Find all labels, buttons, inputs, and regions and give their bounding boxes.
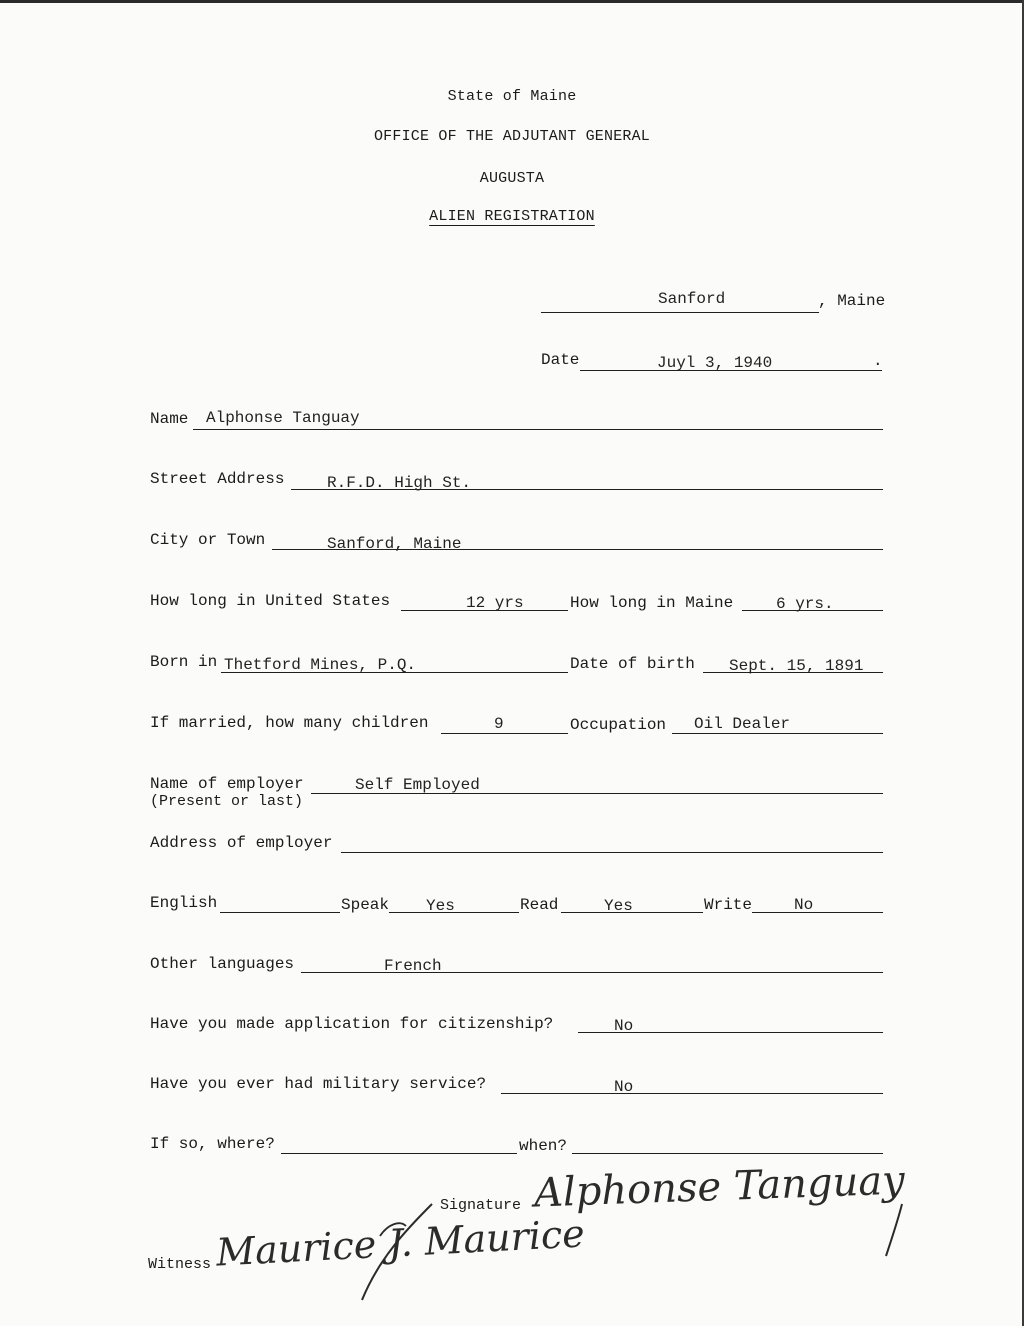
witness-handwritten: Maurice J. Maurice (215, 1211, 586, 1275)
scan-top-edge (0, 0, 1024, 3)
where-label: If so, where? (150, 1135, 275, 1153)
date-label: Date (541, 351, 580, 369)
write-value: No (794, 896, 814, 914)
town-line (541, 312, 819, 313)
children-value: 9 (494, 715, 504, 733)
when-label: when? (519, 1137, 568, 1155)
occupation-label: Occupation (570, 716, 667, 734)
citizenship-label: Have you made application for citizenship? (150, 1015, 554, 1033)
maine-duration-value: 6 yrs. (776, 595, 834, 613)
other-languages-value: French (384, 957, 442, 975)
occupation-value: Oil Dealer (694, 715, 791, 733)
english-line (220, 912, 340, 913)
city-town-label: City or Town (150, 531, 266, 549)
state-suffix: , Maine (818, 292, 886, 310)
military-label: Have you ever had military service? (150, 1075, 487, 1093)
read-label: Read (520, 896, 559, 914)
employer-sublabel: (Present or last) (150, 793, 304, 810)
where-line (281, 1153, 517, 1154)
speak-value: Yes (426, 897, 455, 915)
us-duration-label: How long in United States (150, 592, 391, 610)
born-in-label: Born in (150, 653, 218, 671)
employer-label: Name of employer (150, 775, 304, 793)
children-line (441, 733, 568, 734)
city-town-value: Sanford, Maine (327, 535, 462, 553)
name-value: Alphonse Tanguay (206, 409, 360, 427)
citizenship-value: No (614, 1017, 634, 1035)
signature-descender-stroke (880, 1200, 910, 1260)
header-city: AUGUSTA (479, 170, 545, 187)
name-label: Name (150, 410, 189, 428)
when-line (572, 1153, 883, 1154)
military-value: No (614, 1078, 634, 1096)
speak-label: Speak (341, 896, 390, 914)
english-label: English (150, 894, 218, 912)
military-line (501, 1093, 883, 1094)
write-label: Write (704, 896, 753, 914)
employer-address-line (341, 852, 883, 853)
us-duration-value: 12 yrs (466, 594, 524, 612)
witness-label: Witness (148, 1256, 212, 1273)
occupation-line (672, 733, 883, 734)
signature-label: Signature (440, 1197, 522, 1214)
write-line (752, 912, 883, 913)
date-trailing-mark: . (873, 352, 883, 370)
maine-duration-label: How long in Maine (570, 594, 734, 612)
witness-flourish-stroke (340, 1196, 450, 1306)
name-line (193, 429, 883, 430)
birth-date-value: Sept. 15, 1891 (729, 657, 864, 675)
children-label: If married, how many children (150, 714, 429, 732)
employer-address-label: Address of employer (150, 834, 333, 852)
date-value: Juyl 3, 1940 (657, 354, 773, 372)
other-languages-label: Other languages (150, 955, 295, 973)
street-label: Street Address (150, 470, 285, 488)
header-state: State of Maine (447, 88, 577, 105)
town-value: Sanford (658, 290, 726, 308)
header-office: OFFICE OF THE ADJUTANT GENERAL (373, 128, 651, 145)
form-title: ALIEN REGISTRATION (429, 208, 595, 225)
signature-handwritten: Alphonse Tanguay (533, 1157, 906, 1217)
born-in-value: Thetford Mines, P.Q. (224, 656, 417, 674)
street-value: R.F.D. High St. (327, 474, 472, 492)
birth-date-label: Date of birth (570, 655, 695, 673)
read-value: Yes (604, 897, 633, 915)
employer-value: Self Employed (355, 776, 480, 794)
